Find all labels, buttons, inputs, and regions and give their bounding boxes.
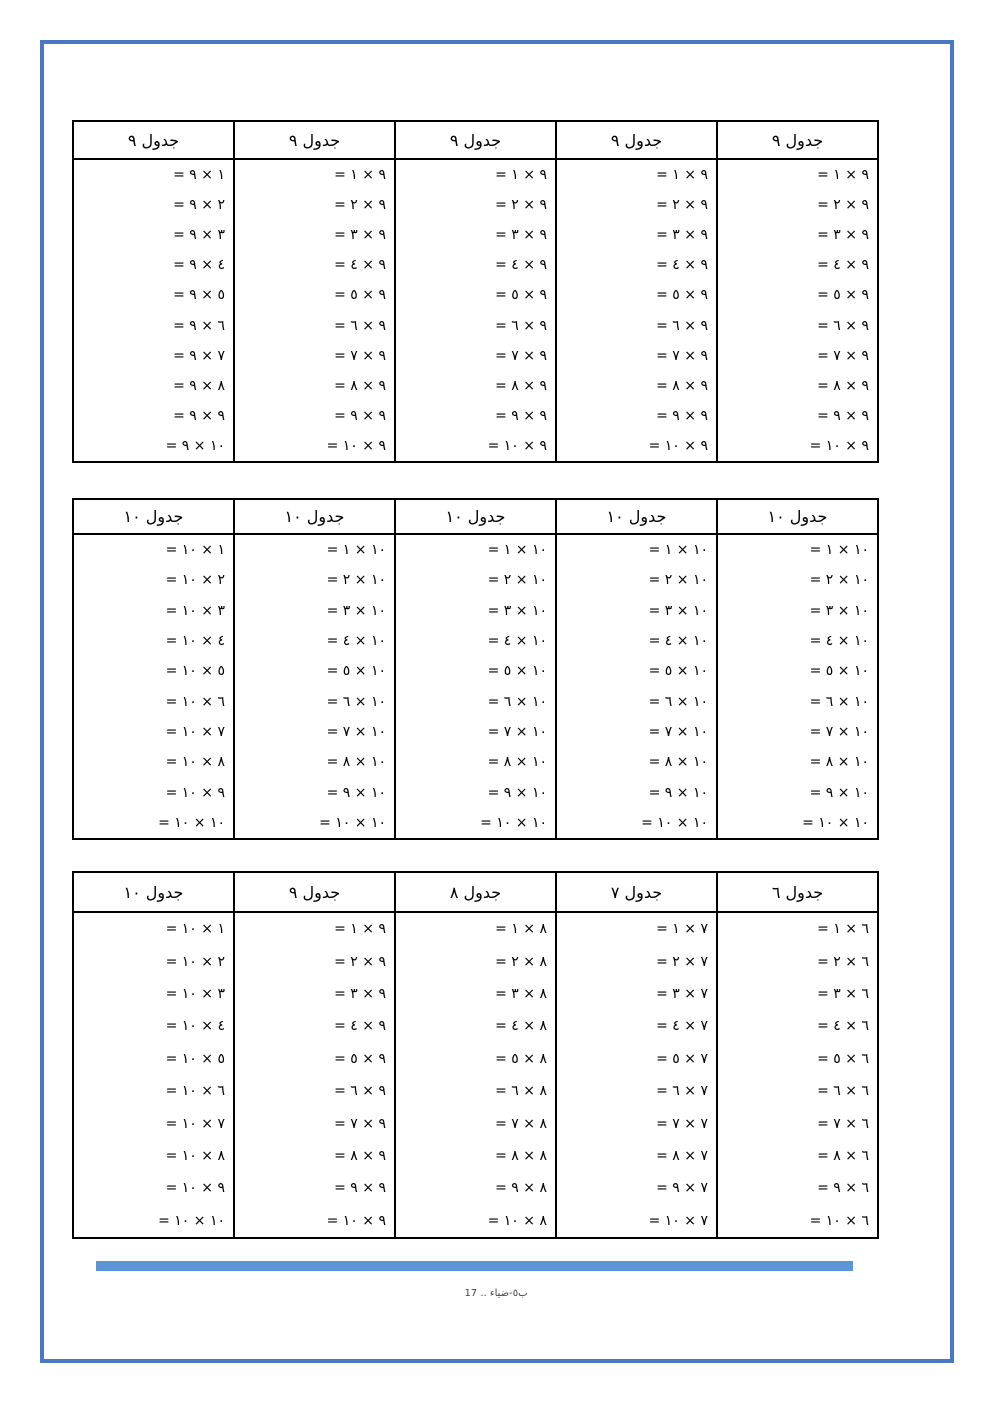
table-cell: ١٠ × ١٠ = (395, 808, 556, 839)
table-cell: ٩ × ٨ = (234, 371, 395, 401)
table-row (73, 1075, 878, 1107)
table-cell: ٩ × ٢ = (234, 945, 395, 977)
table-cell: ١٠ × ٥ = (556, 656, 717, 686)
table-cell: ٦ × ٩ = (73, 310, 234, 340)
table-cell: ٧ × ٤ = (556, 1010, 717, 1042)
table-cell: ٩ × ٩ = (234, 401, 395, 431)
table-cell: ٩ × ٩ = (395, 401, 556, 431)
table-row (73, 808, 878, 839)
table-cell: ٩ × ١ = (717, 159, 878, 190)
table-row (73, 1043, 878, 1075)
table-row (73, 945, 878, 977)
table-cell: ٨ × ٥ = (395, 1043, 556, 1075)
table-row (73, 401, 878, 431)
table-cell: ٧ × ٢ = (556, 945, 717, 977)
table-cell: ٨ × ٦ = (395, 1075, 556, 1107)
table-cell: ٩ × ١ = (234, 912, 395, 945)
table-cell: ١٠ × ٣ = (717, 596, 878, 626)
table-cell: ٩ × ٣ = (234, 978, 395, 1010)
table-row (73, 777, 878, 807)
table-cell: ١٠ × ٦ = (556, 686, 717, 716)
table-cell: ٦ × ٦ = (717, 1075, 878, 1107)
table-cell: ٨ × ٨ = (395, 1140, 556, 1172)
table-cell: ١٠ × ٨ = (556, 747, 717, 777)
table-cell: ٩ × ٥ = (234, 280, 395, 310)
table-cell: ٧ × ٥ = (556, 1043, 717, 1075)
table-row (73, 159, 878, 190)
table-cell: ٩ × ٩ = (556, 401, 717, 431)
table-cell: ١٠ × ٧ = (234, 717, 395, 747)
table-cell: ٩ × ٨ = (717, 371, 878, 401)
table-cell: ٩ × ٦ = (717, 310, 878, 340)
table-cell: ٩ × ٦ = (234, 1075, 395, 1107)
table-cell: ٣ × ١٠ = (73, 596, 234, 626)
table-header-cell: جدول ٨ (395, 872, 556, 912)
table-row (73, 626, 878, 656)
table-cell: ١٠ × ٤ = (556, 626, 717, 656)
table-cell: ١٠ × ٩ = (556, 777, 717, 807)
table-header-cell: جدول ٩ (395, 121, 556, 159)
table-header-cell: جدول ١٠ (556, 499, 717, 534)
table-cell: ٩ × ١٠ = (234, 431, 395, 462)
table-cell: ٩ × ٤ = (395, 250, 556, 280)
table-cell: ١٠ × ٥ = (717, 656, 878, 686)
table-cell: ٧ × ٧ = (556, 1107, 717, 1139)
table-cell: ١٠ × ١٠ = (73, 1205, 234, 1238)
table-cell: ٩ × ٤ = (234, 250, 395, 280)
table-cell: ٧ × ٩ = (556, 1172, 717, 1204)
multiplication-table-3 (72, 871, 879, 1239)
table-header-row (73, 499, 878, 534)
table-cell: ١٠ × ٥ = (234, 656, 395, 686)
table-cell: ٩ × ٥ = (234, 1043, 395, 1075)
table-row (73, 190, 878, 220)
table-row (73, 1172, 878, 1204)
table-cell: ١٠ × ٢ = (556, 565, 717, 595)
table-cell: ١٠ × ١٠ = (73, 808, 234, 839)
table-cell: ٦ × ١ = (717, 912, 878, 945)
table-cell: ٥ × ٩ = (73, 280, 234, 310)
table-cell: ٩ × ١ = (556, 159, 717, 190)
table-row (73, 717, 878, 747)
footer-text: ب٥-ضياء .. 17 (464, 1288, 528, 1299)
table-cell: ٩ × ٢ = (717, 190, 878, 220)
table-cell: ٩ × ١٠ = (395, 431, 556, 462)
table-cell: ٩ × ٨ = (234, 1140, 395, 1172)
table-cell: ١٠ × ١ = (556, 534, 717, 565)
table-cell: ٩ × ١ = (234, 159, 395, 190)
table-row (73, 1010, 878, 1042)
table-header-cell: جدول ١٠ (717, 499, 878, 534)
table-cell: ٧ × ١٠ = (556, 1205, 717, 1238)
table-cell: ٩ × ٩ = (73, 401, 234, 431)
table-header-cell: جدول ٩ (717, 121, 878, 159)
table-cell: ٩ × ٤ = (234, 1010, 395, 1042)
table-cell: ١٠ × ٤ = (234, 626, 395, 656)
table-cell: ٩ × ٥ = (395, 280, 556, 310)
table-cell: ١٠ × ٩ = (234, 777, 395, 807)
table-cell: ١٠ × ٥ = (395, 656, 556, 686)
table-row (73, 1140, 878, 1172)
table-row (73, 747, 878, 777)
table-cell: ٦ × ٧ = (717, 1107, 878, 1139)
table-cell: ٦ × ١٠ = (73, 1075, 234, 1107)
table-cell: ٧ × ١٠ = (73, 1107, 234, 1139)
table-cell: ١٠ × ٤ = (717, 626, 878, 656)
table-cell: ٩ × ١٠ = (556, 431, 717, 462)
table-cell: ٧ × ٣ = (556, 978, 717, 1010)
table-row (73, 310, 878, 340)
table-header-cell: جدول ٩ (556, 121, 717, 159)
table-row (73, 371, 878, 401)
table-cell: ٥ × ١٠ = (73, 1043, 234, 1075)
table-cell: ٦ × ٥ = (717, 1043, 878, 1075)
table-cell: ٢ × ١٠ = (73, 565, 234, 595)
table-cell: ٩ × ٦ = (395, 310, 556, 340)
table-cell: ٧ × ١ = (556, 912, 717, 945)
table-row (73, 978, 878, 1010)
table-cell: ٩ × ٧ = (395, 341, 556, 371)
table-cell: ٢ × ٩ = (73, 190, 234, 220)
table-cell: ٩ × ٧ = (717, 341, 878, 371)
table-cell: ١٠ × ٧ = (717, 717, 878, 747)
table-cell: ١٠ × ٢ = (717, 565, 878, 595)
table-cell: ١٠ × ٣ = (556, 596, 717, 626)
table-cell: ٨ × ١٠ = (73, 747, 234, 777)
table-cell: ١٠ × ٣ = (234, 596, 395, 626)
table-row (73, 565, 878, 595)
table-cell: ١٠ × ١ = (234, 534, 395, 565)
table-row (73, 431, 878, 462)
table-cell: ٤ × ١٠ = (73, 626, 234, 656)
table-cell: ٨ × ٤ = (395, 1010, 556, 1042)
table-cell: ٩ × ٧ = (234, 1107, 395, 1139)
table-cell: ٧ × ٨ = (556, 1140, 717, 1172)
table-cell: ٩ × ١٠ = (234, 1205, 395, 1238)
table-row (73, 280, 878, 310)
table-cell: ٩ × ٨ = (395, 371, 556, 401)
table-cell: ٩ × ١٠ = (73, 777, 234, 807)
table-cell: ١٠ × ١٠ = (556, 808, 717, 839)
table-cell: ٦ × ٤ = (717, 1010, 878, 1042)
table-cell: ٩ × ١ = (395, 159, 556, 190)
table-cell: ٩ × ٥ = (556, 280, 717, 310)
table-cell: ٦ × ١٠ = (73, 686, 234, 716)
table-cell: ٤ × ١٠ = (73, 1010, 234, 1042)
table-header-cell: جدول ١٠ (73, 872, 234, 912)
table-cell: ١٠ × ٩ = (717, 777, 878, 807)
table-header-row (73, 872, 878, 912)
table-cell: ١٠ × ٦ = (717, 686, 878, 716)
table-row (73, 596, 878, 626)
table-cell: ٣ × ١٠ = (73, 978, 234, 1010)
table-cell: ٨ × ١ = (395, 912, 556, 945)
table-cell: ١٠ × ١٠ = (234, 808, 395, 839)
table-header-cell: جدول ١٠ (395, 499, 556, 534)
table-cell: ١ × ١٠ = (73, 912, 234, 945)
table-cell: ٩ × ٦ = (556, 310, 717, 340)
table-header-cell: جدول ٩ (234, 121, 395, 159)
table-cell: ٩ × ٣ = (556, 220, 717, 250)
table-cell: ٨ × ١٠ = (73, 1140, 234, 1172)
table-row (73, 1205, 878, 1238)
table-cell: ٩ × ١٠ = (73, 1172, 234, 1204)
table-header-cell: جدول ١٠ (234, 499, 395, 534)
table-header-cell: جدول ٩ (234, 872, 395, 912)
table-cell: ٩ × ٤ = (717, 250, 878, 280)
table-cell: ٨ × ١٠ = (395, 1205, 556, 1238)
table-header-row (73, 121, 878, 159)
table-cell: ١٠ × ٧ = (395, 717, 556, 747)
table-cell: ٩ × ١٠ = (717, 431, 878, 462)
table-row (73, 656, 878, 686)
footer-bar (96, 1261, 853, 1271)
table-cell: ١٠ × ٨ = (717, 747, 878, 777)
table-row (73, 220, 878, 250)
table-cell: ١٠ × ٣ = (395, 596, 556, 626)
table-cell: ١ × ١٠ = (73, 534, 234, 565)
table-cell: ٩ × ٢ = (234, 190, 395, 220)
table-cell: ١٠ × ١٠ = (717, 808, 878, 839)
table-cell: ١ × ٩ = (73, 159, 234, 190)
table-cell: ٤ × ٩ = (73, 250, 234, 280)
table-cell: ١٠ × ٢ = (234, 565, 395, 595)
table-cell: ٨ × ٣ = (395, 978, 556, 1010)
table-header-cell: جدول ٧ (556, 872, 717, 912)
table-cell: ٩ × ٣ = (717, 220, 878, 250)
table-cell: ١٠ × ١ = (395, 534, 556, 565)
table-cell: ٩ × ٦ = (234, 310, 395, 340)
table-cell: ١٠ × ٦ = (234, 686, 395, 716)
table-cell: ٨ × ٩ = (73, 371, 234, 401)
table-row (73, 250, 878, 280)
table-header-cell: جدول ٦ (717, 872, 878, 912)
table-header-cell: جدول ١٠ (73, 499, 234, 534)
table-cell: ١٠ × ٢ = (395, 565, 556, 595)
table-cell: ٩ × ٧ = (556, 341, 717, 371)
table-cell: ٩ × ٧ = (234, 341, 395, 371)
table-cell: ٩ × ٤ = (556, 250, 717, 280)
table-cell: ٧ × ٩ = (73, 341, 234, 371)
table-cell: ٥ × ١٠ = (73, 656, 234, 686)
table-cell: ٧ × ١٠ = (73, 717, 234, 747)
multiplication-table-2 (72, 498, 879, 840)
table-row (73, 534, 878, 565)
table-row (73, 341, 878, 371)
multiplication-table-1 (72, 120, 879, 463)
table-cell: ٨ × ٢ = (395, 945, 556, 977)
table-cell: ١٠ × ١ = (717, 534, 878, 565)
table-cell: ١٠ × ٩ = (73, 431, 234, 462)
table-cell: ٦ × ٣ = (717, 978, 878, 1010)
table-cell: ٩ × ٩ = (234, 1172, 395, 1204)
table-cell: ٦ × ١٠ = (717, 1205, 878, 1238)
table-cell: ١٠ × ٨ = (395, 747, 556, 777)
table-cell: ١٠ × ٧ = (556, 717, 717, 747)
table-cell: ٦ × ٩ = (717, 1172, 878, 1204)
table-cell: ٨ × ٩ = (395, 1172, 556, 1204)
table-row (73, 912, 878, 945)
table-cell: ٨ × ٧ = (395, 1107, 556, 1139)
table-cell: ١٠ × ٤ = (395, 626, 556, 656)
table-cell: ٩ × ٢ = (395, 190, 556, 220)
table-cell: ١٠ × ٦ = (395, 686, 556, 716)
table-cell: ٩ × ٩ = (717, 401, 878, 431)
table-cell: ٩ × ٨ = (556, 371, 717, 401)
table-row (73, 686, 878, 716)
table-cell: ٢ × ١٠ = (73, 945, 234, 977)
table-cell: ٩ × ٢ = (556, 190, 717, 220)
table-cell: ٦ × ٨ = (717, 1140, 878, 1172)
table-header-cell: جدول ٩ (73, 121, 234, 159)
table-cell: ٩ × ٣ = (234, 220, 395, 250)
table-cell: ٩ × ٥ = (717, 280, 878, 310)
table-cell: ١٠ × ٩ = (395, 777, 556, 807)
table-cell: ٧ × ٦ = (556, 1075, 717, 1107)
table-cell: ٩ × ٣ = (395, 220, 556, 250)
table-cell: ٣ × ٩ = (73, 220, 234, 250)
table-row (73, 1107, 878, 1139)
table-cell: ٦ × ٢ = (717, 945, 878, 977)
table-cell: ١٠ × ٨ = (234, 747, 395, 777)
